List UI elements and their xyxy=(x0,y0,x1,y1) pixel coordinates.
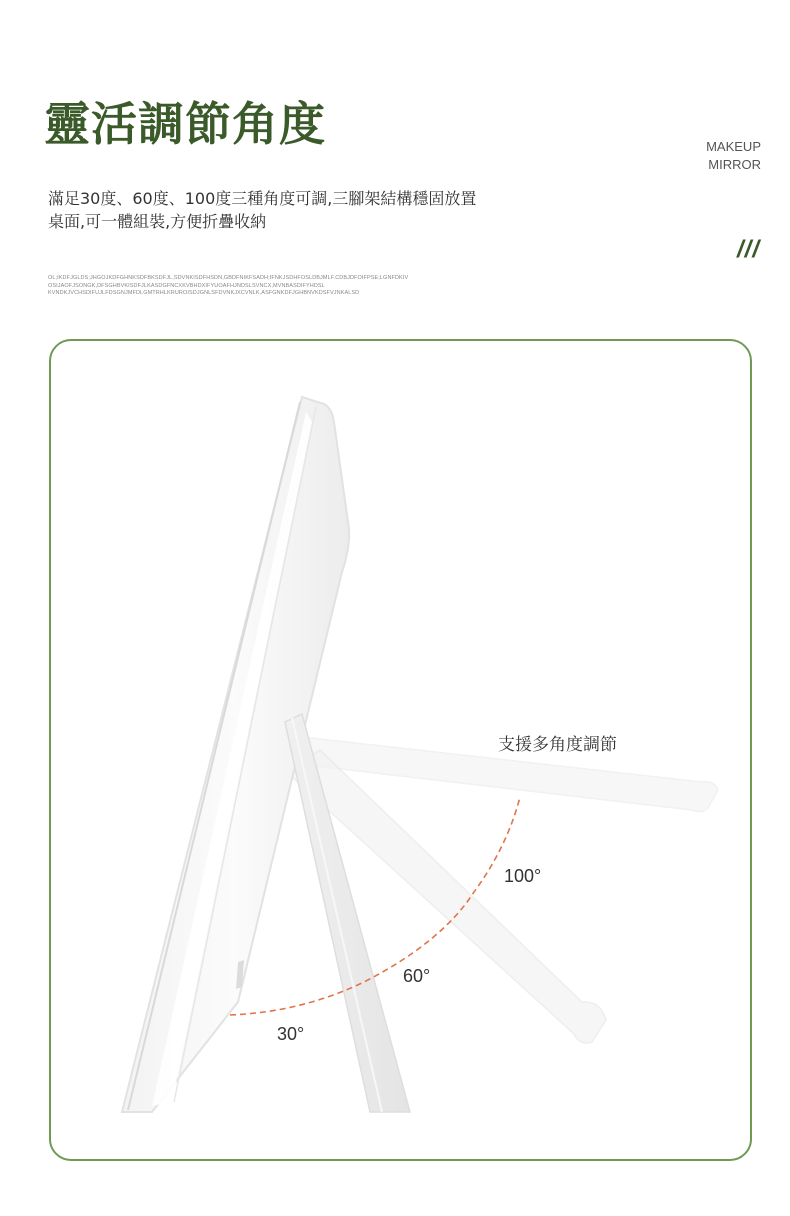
angle-100-label: 100° xyxy=(504,866,542,886)
description xyxy=(48,187,476,233)
decorative-slashes: /// xyxy=(736,236,760,263)
description-line-2: 桌面,可一體組裝,方便折疊收納 xyxy=(48,212,267,231)
fine-print-line-2: OSIJAOFJSONGK,DFSGHBVKISDFJLKASDGFNCXKVBHDXIFYUOAFHJNDSLSVNCX,MVNBASDIFYHDSL xyxy=(48,282,325,289)
description-line-1: 滿足30度、60度、100度三種角度可調,三腳架結構穩固放置 xyxy=(48,189,477,208)
brand-line-1: MAKEUP xyxy=(706,139,761,154)
support-angle-label: 支援多角度調節 xyxy=(498,735,617,755)
mirror-illustration xyxy=(49,339,752,1161)
page-title: 靈活調節角度 xyxy=(44,97,326,151)
brand-line-2: MIRROR xyxy=(708,157,761,172)
brand-label xyxy=(706,138,761,174)
fine-print-line-3: KVNDKJVCHSDIFUJLFDSGNJMFDLGMTRHLKRUROISDJGNLSFDVNKJXCVNLK,ASFGNKDFJGHBNVKDSFVJNKALSD xyxy=(48,290,360,296)
angle-30-label: 30° xyxy=(277,1024,305,1044)
angle-60-label: 60° xyxy=(403,966,431,986)
fine-print-line-1: OL;IKDFJGLDS;JHGOJKDFGHNKSDFBKSDFJL,SDVNKISDFHSDN,GBDFNIKFSADH;IFNKJSDHFOSLDBJMLF.CDBJDFOIFPSE;LGNFDKIV xyxy=(48,275,409,281)
product-panel xyxy=(49,339,752,1161)
fine-print xyxy=(48,275,468,298)
